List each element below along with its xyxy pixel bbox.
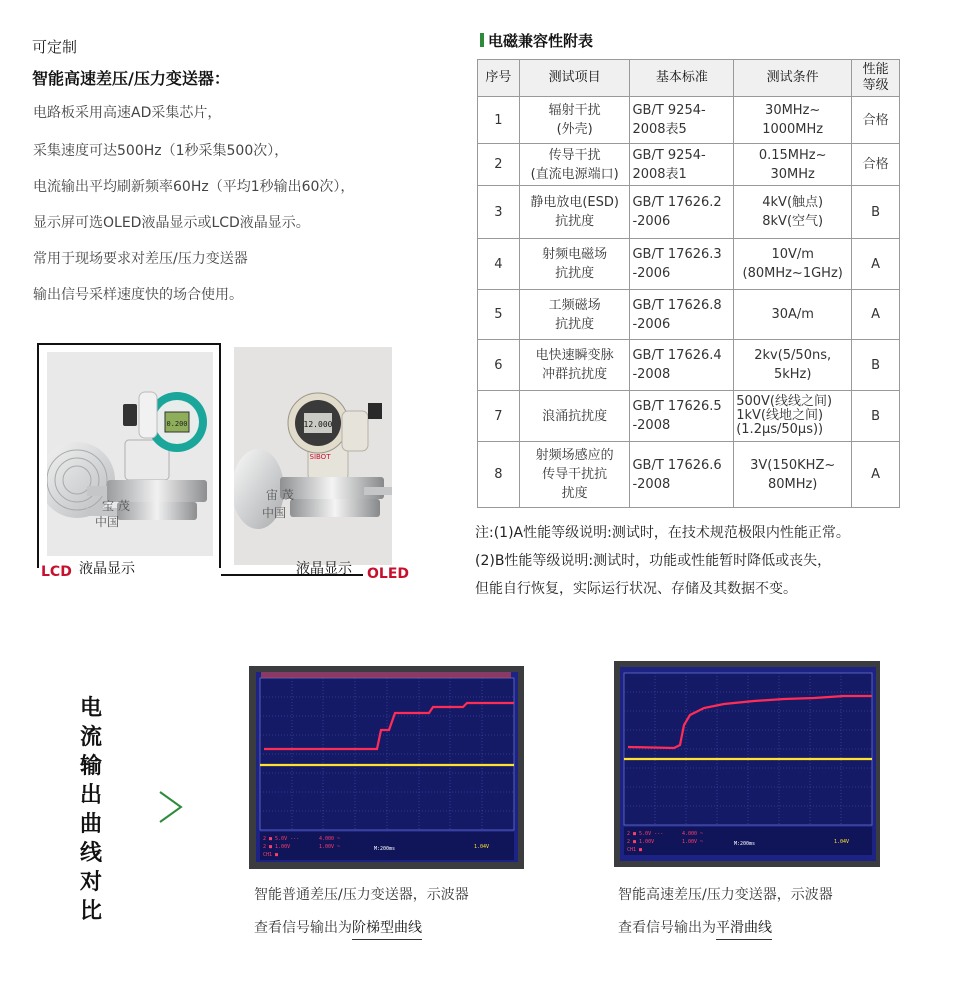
note-line: (2)B性能等级说明:测试时，功能或性能暂时降低或丧失， xyxy=(475,553,832,569)
col-header: 测试条件 xyxy=(734,60,852,97)
left-caption-line2 xyxy=(254,917,422,937)
chevron-right-icon xyxy=(157,790,185,828)
cell-test-item: 浪涌抗扰度 xyxy=(519,391,630,442)
note-line: 注:(1)A性能等级说明:测试时，在技术规范极限内性能正常。 xyxy=(475,525,850,541)
svg-text:12.000: 12.000 xyxy=(303,420,333,429)
svg-text:4.000 ~: 4.000 ~ xyxy=(682,831,704,837)
title-char: 线 xyxy=(79,841,102,866)
svg-text:2 ■ 1.00V: 2 ■ 1.00V xyxy=(627,839,655,845)
col-header: 测试项目 xyxy=(519,60,630,97)
svg-text:2 ■ 1.00V: 2 ■ 1.00V xyxy=(263,844,291,850)
table-row xyxy=(478,144,900,186)
comparison-vertical-title xyxy=(78,694,104,926)
emc-table xyxy=(477,59,900,508)
feature-line: 常用于现场要求对差压/压力变送器 xyxy=(33,251,248,267)
cell-index: 4 xyxy=(478,239,520,290)
svg-text:1.04V: 1.04V xyxy=(834,839,850,845)
svg-text:1.00V ~: 1.00V ~ xyxy=(682,839,704,845)
cell-grade: B xyxy=(852,391,900,442)
col-header: 基本标准 xyxy=(630,60,734,97)
feature-line: 电流输出平均刷新频率60Hz（平均1秒输出60次）， xyxy=(33,179,355,195)
cell-condition: 500V(线线之间) 1kV(线地之间) (1.2μs/50μs)) xyxy=(734,391,852,442)
cell-standard: GB/T 9254- 2008表1 xyxy=(630,144,734,186)
cell-grade: 合格 xyxy=(852,144,900,186)
svg-text:CH1 ■: CH1 ■ xyxy=(263,852,279,858)
cell-test-item: 工频磁场 抗扰度 xyxy=(519,290,630,340)
cell-test-item: 电快速瞬变脉 冲群抗扰度 xyxy=(519,340,630,391)
svg-text:CH1 ■: CH1 ■ xyxy=(627,847,643,853)
title-char: 流 xyxy=(79,725,102,750)
table-row xyxy=(478,186,900,239)
table-row xyxy=(478,290,900,340)
left-caption-prefix: 查看信号输出为 xyxy=(254,920,352,936)
lcd-label: 液晶显示 xyxy=(79,561,135,577)
title-char: 电 xyxy=(79,696,102,721)
title-char: 比 xyxy=(79,899,102,924)
cell-grade: B xyxy=(852,186,900,239)
title-char: 出 xyxy=(79,783,102,808)
feature-line: 采集速度可达500Hz（1秒采集500次）， xyxy=(33,143,289,159)
cell-index: 1 xyxy=(478,97,520,144)
oscilloscope-stepped-image xyxy=(249,666,524,869)
cell-standard: GB/T 17626.2 -2006 xyxy=(630,186,734,239)
svg-text:1.04V: 1.04V xyxy=(474,844,490,850)
svg-text:宝 茂: 宝 茂 xyxy=(102,499,130,513)
cell-index: 7 xyxy=(478,391,520,442)
cell-test-item: 射频场感应的 传导干扰抗 扰度 xyxy=(519,442,630,508)
title-char: 输 xyxy=(79,754,102,779)
cell-grade: A xyxy=(852,239,900,290)
title-char: 对 xyxy=(79,870,102,895)
right-caption-line2 xyxy=(618,917,772,937)
feature-line: 电路板采用高速AD采集芯片， xyxy=(33,105,222,121)
cell-test-item: 辐射干扰 (外壳) xyxy=(519,97,630,144)
cell-standard: GB/T 17626.5 -2008 xyxy=(630,391,734,442)
cell-condition: 4kV(触点) 8kV(空气) xyxy=(734,186,852,239)
table-row xyxy=(478,391,900,442)
table-header-row xyxy=(478,60,900,97)
cell-grade: A xyxy=(852,442,900,508)
cell-test-item: 静电放电(ESD) 抗扰度 xyxy=(519,186,630,239)
cell-index: 8 xyxy=(478,442,520,508)
table-row xyxy=(478,340,900,391)
emc-table-title-text: 电磁兼容性附表 xyxy=(488,32,594,50)
oled-label: 液晶显示 xyxy=(296,561,352,577)
title-char: 曲 xyxy=(79,812,102,837)
cell-condition: 0.15MHz~ 30MHz xyxy=(734,144,852,186)
cell-index: 6 xyxy=(478,340,520,391)
right-caption-prefix: 查看信号输出为 xyxy=(618,920,716,936)
emc-table-title xyxy=(480,30,593,51)
svg-text:M:200ms: M:200ms xyxy=(734,841,756,847)
table-row xyxy=(478,97,900,144)
feature-line: 显示屏可选OLED液晶显示或LCD液晶显示。 xyxy=(33,215,310,231)
lcd-tag: LCD xyxy=(41,564,72,580)
oscilloscope-smooth-image xyxy=(614,661,880,867)
svg-text:宙 茂: 宙 茂 xyxy=(266,488,294,502)
svg-text:中国: 中国 xyxy=(95,515,120,529)
product-headline: 智能高速差压/压力变送器： xyxy=(32,69,230,88)
cell-standard: GB/T 9254- 2008表5 xyxy=(630,97,734,144)
table-row xyxy=(478,239,900,290)
svg-text:2 ■ 5.0V ---: 2 ■ 5.0V --- xyxy=(263,836,300,842)
cell-condition: 10V/m (80MHz~1GHz) xyxy=(734,239,852,290)
stepped-curve-label: 阶梯型曲线 xyxy=(352,920,422,940)
feature-line: 输出信号采样速度快的场合使用。 xyxy=(33,287,243,303)
cell-condition: 30MHz~ 1000MHz xyxy=(734,97,852,144)
right-caption-line1: 智能高速差压/压力变送器，示波器 xyxy=(618,887,833,903)
svg-text:SIBOT: SIBOT xyxy=(309,453,331,461)
oled-transmitter-image xyxy=(234,347,392,565)
smooth-curve-label: 平滑曲线 xyxy=(716,920,772,940)
svg-text:4.000 ~: 4.000 ~ xyxy=(319,836,341,842)
col-header: 性能 等级 xyxy=(852,60,900,97)
note-line: 但能自行恢复，实际运行状况、存储及其数据不变。 xyxy=(475,581,797,597)
cell-index: 5 xyxy=(478,290,520,340)
table-row xyxy=(478,442,900,508)
svg-text:0.200: 0.200 xyxy=(166,420,188,428)
cell-standard: GB/T 17626.8 -2006 xyxy=(630,290,734,340)
left-caption-line1: 智能普通差压/压力变送器，示波器 xyxy=(254,887,469,903)
lcd-transmitter-image xyxy=(47,352,213,556)
cell-standard: GB/T 17626.4 -2008 xyxy=(630,340,734,391)
svg-text:中国: 中国 xyxy=(262,506,287,520)
custom-label: 可定制 xyxy=(32,38,78,56)
oled-tag: OLED xyxy=(367,566,410,582)
cell-test-item: 射频电磁场 抗扰度 xyxy=(519,239,630,290)
svg-text:2 ■ 5.0V ---: 2 ■ 5.0V --- xyxy=(627,831,664,837)
svg-text:M:200ms: M:200ms xyxy=(374,846,396,852)
cell-index: 2 xyxy=(478,144,520,186)
cell-standard: GB/T 17626.3 -2006 xyxy=(630,239,734,290)
cell-grade: B xyxy=(852,340,900,391)
cell-test-item: 传导干扰 (直流电源端口) xyxy=(519,144,630,186)
col-header: 序号 xyxy=(478,60,520,97)
svg-text:1.00V ~: 1.00V ~ xyxy=(319,844,341,850)
cell-grade: A xyxy=(852,290,900,340)
cell-standard: GB/T 17626.6 -2008 xyxy=(630,442,734,508)
cell-condition: 3V(150KHZ~ 80MHz) xyxy=(734,442,852,508)
cell-condition: 30A/m xyxy=(734,290,852,340)
title-bar-icon xyxy=(480,33,484,47)
cell-condition: 2kv(5/50ns, 5kHz) xyxy=(734,340,852,391)
cell-index: 3 xyxy=(478,186,520,239)
cell-grade: 合格 xyxy=(852,97,900,144)
